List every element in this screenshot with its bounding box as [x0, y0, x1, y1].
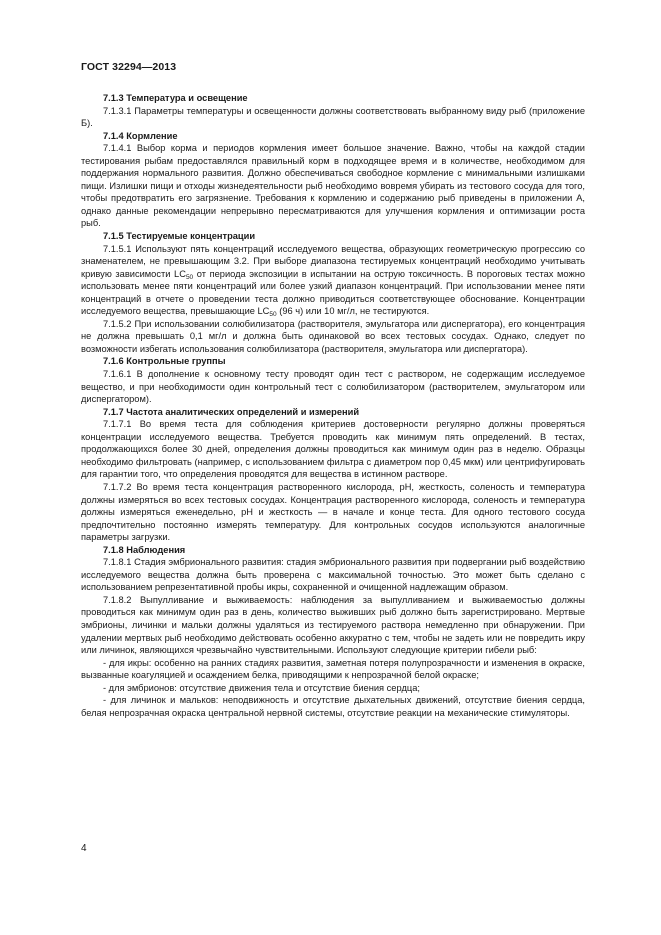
- paragraph-7-1-8-1: 7.1.8.1 Стадия эмбрионального развития: стадия эмбрионального развития при подвергании рыб воздействию исследуемого вещества должна быть проверена с максимальной точностью. Это может быть сделано с использованием репрезентативной пробы икры, сохраненной и очищенной надлежащим образом.: [81, 557, 585, 593]
- page-number: 4: [81, 843, 87, 854]
- section-heading-7-1-6: 7.1.6 Контрольные группы: [103, 356, 226, 367]
- paragraph-7-1-7-1: 7.1.7.1 Во время теста для соблюдения критериев достоверности регулярно должны проверяться концентрации исследуемого вещества. Требуется проводить как минимум пять определений. В тестах, продолжающихся более 30 дней, определения должны проводиться как минимум один раз в неделю. Образцы необходимо фильтровать (например, с использованием фильтра с диаметром пор 0,45 мкм) или центрифугировать для гарантии того, что определения проводятся для вещества в истинном растворе.: [81, 419, 585, 480]
- section-heading-7-1-3: 7.1.3 Температура и освещение: [103, 93, 248, 103]
- paragraph-7-1-4-1: 7.1.4.1 Выбор корма и периодов кормления имеет большое значение. Важно, чтобы на каждой стадии тестирования рыбам предоставлялся правильный корм в подходящее время и в количестве, необходимом для поддержания нормального развития. Должно обеспечиваться свободное кормление с минимальными излишками пищи. Излишки пищи и отходы жизнедеятельности рыб необходимо вовремя убирать из тестового сосуда для того, чтобы предотвратить его загрязнение. Требования к кормлению и содержанию рыб приведены в приложении А, однако данные рекомендации непрерывно пересматриваются для улучшения кормления и оптимизации роста рыб.: [81, 143, 585, 229]
- lc50-subscript: 50: [269, 311, 277, 319]
- paragraph-7-1-7-2: 7.1.7.2 Во время теста концентрация растворенного кислорода, pH, жесткость, соленость и температура должны измеряться во всех тестовых сосудах. Концентрация растворенного кислорода, соленость и температура должны измеряться еженедельно, pH и жесткость — в начале и конце теста. Для одного тестового сосуда предпочтительно постоянно измерять температуру. Для контрольных сосудов используются аналогичные параметры загрузки.: [81, 481, 585, 543]
- section-heading-7-1-5: 7.1.5 Тестируемые концентрации: [103, 231, 256, 242]
- section-heading-7-1-4: 7.1.4 Кормление: [103, 130, 178, 141]
- list-item: - для икры: особенно на ранних стадиях развития, заметная потеря полупрозрачности и изменения в окраске, вызванные коагуляцией и осаждением белка, приводящими к непрозрачной белой окраске;: [81, 657, 585, 681]
- paragraph-7-1-3-1: 7.1.3.1 Параметры температуры и освещенности должны соответствовать выбранному виду рыб (приложение Б).: [81, 105, 585, 129]
- section-heading-7-1-8: 7.1.8 Наблюдения: [103, 544, 186, 555]
- lc50-subscript: 50: [185, 273, 194, 281]
- paragraph-7-1-5-2: 7.1.5.2 При использовании солюбилизатора (растворителя, эмульгатора или диспергатора), его концентрация не должна превышать 0,1 мг/л и должна быть одинаковой во всех тестовых сосудах. Однако, следует по возможности избегать использования солюбилизатора (растворителя, эмульгатора или диспергатора).: [81, 318, 585, 354]
- paragraph-7-1-5-1-part-c: (96 ч) или 10 мг/л, не тестируются.: [276, 306, 430, 317]
- document-header: ГОСТ 32294—2013: [81, 61, 177, 73]
- paragraph-7-1-6-1: 7.1.6.1 В дополнение к основному тесту проводят один тест с раствором, не содержащим исследуемое вещество, и при необходимости один контрольный тест с солюбилизатором (растворителем, эмульгатором или диспергатором).: [81, 369, 585, 405]
- paragraph-7-1-5-1-part-b: от периода экспозиции в испытании на острую токсичность. В пороговых тестах можно использовать менее пяти концентраций или более узкий диапазон концентраций. При использовании менее пяти концентраций в отчете о проведении теста должно приводиться соответствующее обоснование. Концентрации исследуемого вещества, превышающие LC: [81, 268, 586, 317]
- paragraph-7-1-5-1: [81, 243, 585, 318]
- section-heading-7-1-7: 7.1.7 Частота аналитических определений и измерений: [103, 406, 360, 417]
- paragraph-7-1-8-2: 7.1.8.2 Выпулливание и выживаемость: наблюдения за выпулливанием и выживаемостью должны проводиться как минимум один раз в день, количество выживших рыб должно быть зарегистрировано. Мертвые эмбрионы, личинки и мальки должны удаляться из тестируемого раствора немедленно при обнаружении. При удалении мертвых рыб необходимо действовать особенно аккуратно с тем, чтобы не задеть или не повредить икру или личинок, являющихся чрезвычайно чувствительными. Используют следующие критерии гибели рыб:: [81, 594, 585, 656]
- paragraph-7-1-5-1-part-a: 7.1.5.1 Используют пять концентраций исследуемого вещества, образующих геометрическую прогрессию со знаменателем, не превышающим 3.2. При выборе диапазона тестируемых концентраций необходимо учитывать кривую зависимости LC: [81, 243, 585, 279]
- list-item: - для эмбрионов: отсутствие движения тела и отсутствие биения сердца;: [103, 682, 420, 693]
- document-body: [81, 92, 585, 719]
- list-item: - для личинок и мальков: неподвижность и отсутствие дыхательных движений, отсутствие биения сердца, белая непрозрачная окраска центральной нервной системы, отсутствие реакции на механические стимуляторы.: [81, 695, 585, 718]
